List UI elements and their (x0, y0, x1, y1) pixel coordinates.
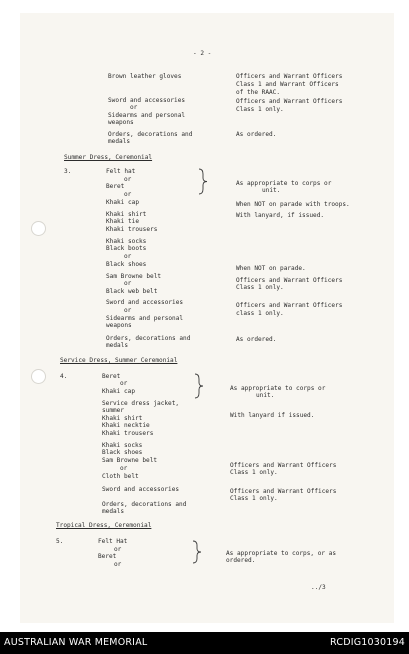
item-line: Beret (106, 183, 125, 190)
item-line: Sword and accessories (108, 97, 186, 104)
item-line: Service dress jacket, (102, 400, 180, 407)
item-line: or (124, 280, 132, 287)
item-line: Khaki cap (102, 388, 136, 395)
item-line: Sam Browne belt (106, 273, 162, 280)
item-line: or (124, 307, 132, 314)
item-line: or (114, 561, 122, 568)
note-line: class 1 only. (236, 310, 284, 317)
item-line: Black shoes (102, 449, 143, 456)
item-line: Black web belt (106, 288, 158, 295)
item-line: or (124, 191, 132, 198)
item-line: Felt Hat (98, 538, 128, 545)
item-line: Khaki shirt (102, 415, 143, 422)
note-line: As ordered. (236, 336, 277, 343)
item-line: Brown leather gloves (108, 73, 182, 80)
note-line: ordered. (226, 557, 256, 564)
item-line: Orders, decorations and (106, 335, 191, 342)
brace (194, 373, 204, 399)
item-line: Sword and accessories (106, 299, 184, 306)
note-line: Officers and Warrant Officers (236, 73, 343, 80)
section-heading: Summer Dress, Ceremonial (64, 154, 153, 161)
item-line: or (130, 104, 138, 111)
note-line: of the RAAC. (236, 89, 281, 96)
item-line: weapons (108, 119, 134, 126)
page-number: - 2 - (193, 50, 212, 57)
note-line: Officers and Warrant Officers (236, 302, 343, 309)
item-line: medals (102, 508, 125, 515)
note-line: unit. (256, 392, 275, 399)
item-line: or (124, 176, 132, 183)
item-number: 4. (60, 373, 68, 380)
item-line: Sidearms and personal (108, 112, 186, 119)
item-number: 3. (64, 168, 72, 175)
item-line: Beret (102, 373, 121, 380)
note-line: When NOT on parade with troops. (236, 201, 350, 208)
note-line: As appropriate to corps, or as (226, 550, 337, 557)
item-line: Khaki socks (102, 442, 143, 449)
item-line: Khaki tie (106, 218, 140, 225)
item-line: or (114, 546, 122, 553)
note-line: With lanyard, if issued. (236, 212, 325, 219)
item-line: Felt hat (106, 168, 136, 175)
note-line: Class 1 only. (236, 284, 284, 291)
note-line: As ordered. (236, 131, 277, 138)
note-line: Officers and Warrant Officers (236, 98, 343, 105)
brace (198, 168, 208, 195)
item-line: Khaki socks (106, 238, 147, 245)
note-line: Officers and Warrant Officers (230, 488, 337, 495)
item-line: Black shoes (106, 261, 147, 268)
item-line: Beret (98, 553, 117, 560)
item-line: summer (102, 407, 125, 414)
note-line: As appropriate to corps or (236, 180, 332, 187)
note-line: Officers and Warrant Officers (230, 462, 337, 469)
item-line: Orders, decorations and (102, 501, 187, 508)
brace (192, 540, 202, 564)
section-heading: Service Dress, Summer Ceremonial (60, 357, 178, 364)
punch-hole-top (31, 221, 46, 236)
note-line: When NOT on parade. (236, 265, 306, 272)
item-line: Orders, decorations and (108, 131, 193, 138)
item-line: Sidearms and personal (106, 315, 184, 322)
item-line: Khaki necktie (102, 422, 150, 429)
footer-institution: AUSTRALIAN WAR MEMORIAL (4, 637, 148, 648)
item-line: or (120, 465, 128, 472)
item-number: 5. (56, 538, 64, 545)
note-line: Class 1 and Warrant Officers (236, 81, 339, 88)
footer-record-id: RCDIG1030194 (330, 637, 405, 648)
item-line: Khaki trousers (106, 226, 158, 233)
item-line: or (124, 253, 132, 260)
item-line: Sword and accessories (102, 486, 180, 493)
note-line: As appropriate to corps or (230, 385, 326, 392)
item-line: or (120, 380, 128, 387)
item-line: weapons (106, 322, 132, 329)
section-heading: Tropical Dress, Ceremonial (56, 522, 152, 529)
continuation-mark: ../3 (311, 584, 326, 591)
note-line: Class 1 only. (236, 106, 284, 113)
note-line: Officers and Warrant Officers (236, 277, 343, 284)
note-line: With lanyard if issued. (230, 412, 315, 419)
item-line: Khaki shirt (106, 211, 147, 218)
item-line: Sam Browne belt (102, 457, 158, 464)
item-line: Cloth belt (102, 473, 139, 480)
item-line: Black boots (106, 245, 147, 252)
note-line: unit. (262, 187, 281, 194)
item-line: Khaki cap (106, 199, 140, 206)
note-line: Class 1 only. (230, 495, 278, 502)
item-line: Khaki trousers (102, 430, 154, 437)
punch-hole-bottom (31, 369, 46, 384)
archive-footer (0, 632, 409, 654)
item-line: medals (106, 342, 129, 349)
item-line: medals (108, 138, 131, 145)
note-line: Class 1 only. (230, 469, 278, 476)
